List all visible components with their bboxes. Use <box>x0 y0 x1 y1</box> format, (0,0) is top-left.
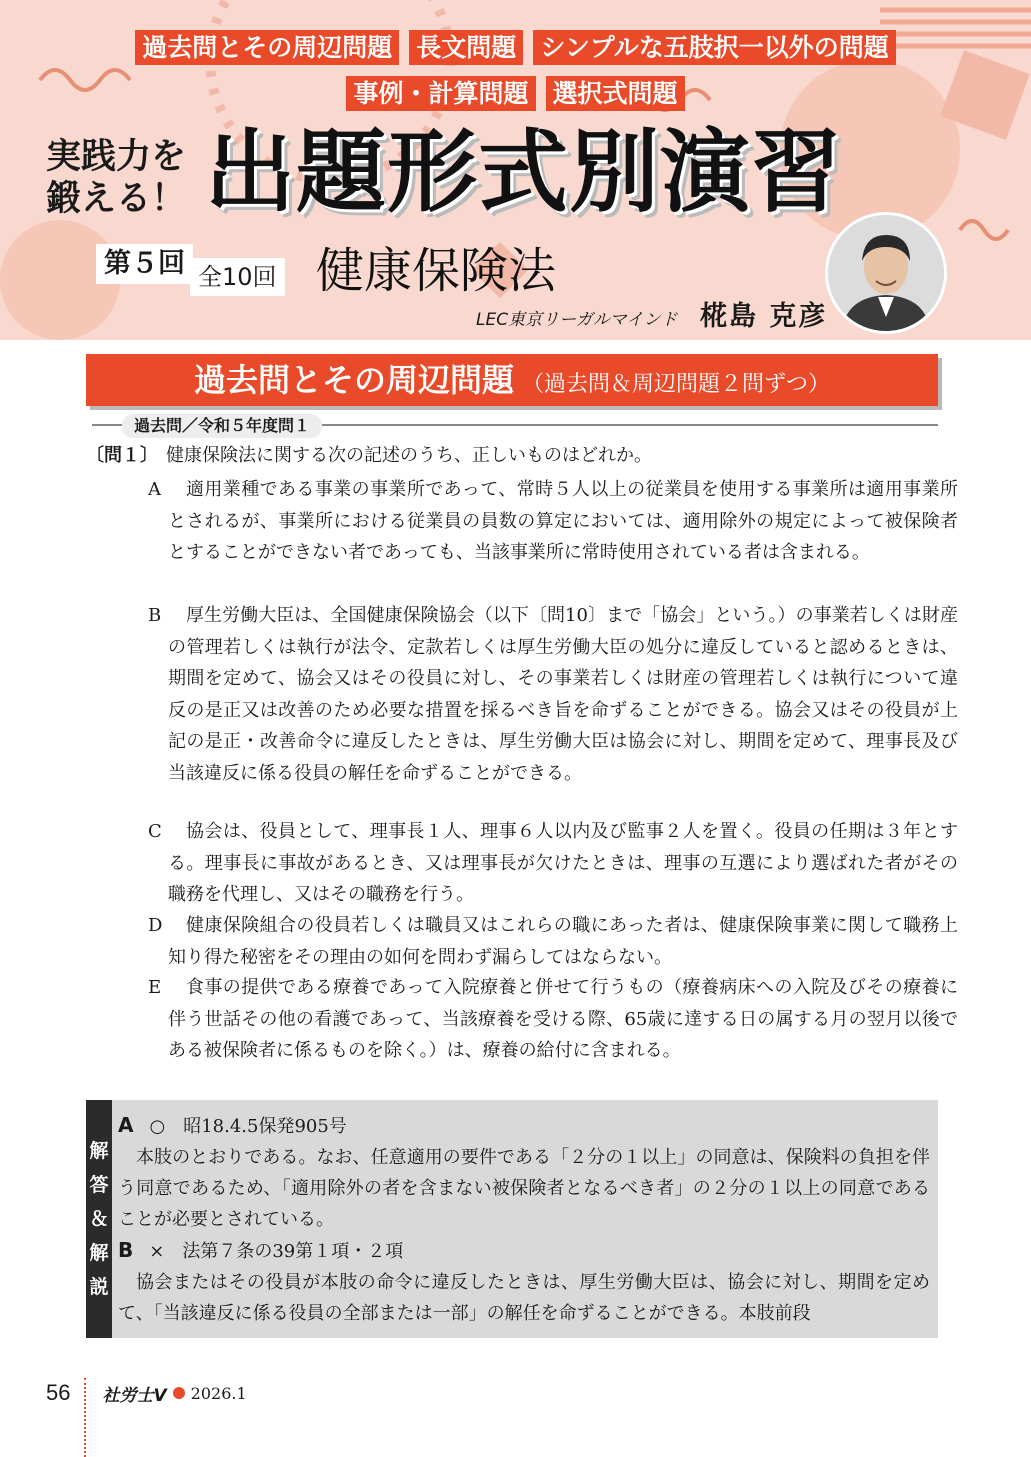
kicker-text: 実践力を 鍛える！ <box>46 137 187 219</box>
magazine-logo: 社労士V <box>102 1385 167 1406</box>
answer-ref: 昭18.4.5保発905号 <box>183 1116 347 1137</box>
header <box>0 0 1031 340</box>
option-e <box>148 972 958 1067</box>
option-text: 健康保険組合の役員若しくは職員又はこれらの職にあった者は、健康保険事業に関して職務上知り得た秘密をその理由の如何を問わず漏らしてはならない。 <box>168 915 958 968</box>
option-letter: C <box>148 821 162 842</box>
category-tag: シンプルな五肢択一以外の問題 <box>533 30 895 65</box>
author-portrait <box>825 212 947 334</box>
answer-text-a: 本肢のとおりである。なお、任意適用の要件である「２分の１以上」の同意は、保険料の負担を伴う同意であるため、「適用除外の者を含まない被保険者となるべき者」の２分の１以上の同意であることが必要とされている。 <box>118 1147 930 1230</box>
bullet-dot-icon <box>173 1387 185 1399</box>
category-tag: 長文問題 <box>409 30 523 65</box>
category-tag: 選択式問題 <box>546 76 685 111</box>
option-letter: A <box>148 479 161 500</box>
option-letter: B <box>148 605 162 626</box>
author-affiliation: LEC東京リーガルマインド <box>476 310 678 330</box>
option-c <box>148 816 958 911</box>
option-text: 食事の提供である療養であって入院療養と併せて行うもの（療養病床への入院及びその療養に伴う世話その他の看護であって、当該療養を受ける際、65歳に達する日の属する月の翌月以後である被保険者に係るものを除く。）は、療養の給付に含まれる。 <box>168 977 958 1061</box>
author-name: 椛島 克彦 <box>700 301 828 332</box>
side-char: 解 <box>89 1140 109 1162</box>
answer-heading-a <box>118 1110 930 1142</box>
option-d <box>148 910 958 973</box>
answer-heading-b <box>118 1235 930 1267</box>
answer-ref: 法第７条の39第１項・２項 <box>182 1241 404 1262</box>
question-source-label: 過去問／令和５年度問１ <box>122 414 322 438</box>
issue-total: 全10回 <box>190 258 285 296</box>
answer-letter: B <box>118 1238 134 1262</box>
side-char: 解 <box>89 1242 109 1264</box>
answer-explanation-box <box>86 1100 938 1338</box>
issue-number: 第５回 <box>96 244 193 284</box>
side-char: 答 <box>89 1174 109 1196</box>
footer <box>46 1380 247 1406</box>
subject-title: 健康保険法 <box>316 243 557 299</box>
option-text: 厚生労働大臣は、全国健康保険協会（以下〔問10〕まで「協会」という。）の事業若しくは財産の管理若しくは執行が法令、定款若しくは厚生労働大臣の処分に違反していると認めるときは、期間を定めて、協会又はその役員に対し、その事業若しくは財産の管理若しくは執行について違反の是正又は改善のため必要な措置を採るべき旨を命ずることができる。協会又はその役員が上記の是正・改善命令に違反したときは、厚生労働大臣は協会に対し、期間を定めて、理事長及び当該違反に係る役員の解任を命ずることができる。 <box>168 605 958 784</box>
page-title: 出題形式別演習 <box>205 120 842 225</box>
option-letter: E <box>148 977 162 998</box>
issue-date: 2026.1 <box>190 1383 247 1403</box>
answer-side-label <box>86 1100 112 1338</box>
option-letter: D <box>148 915 163 936</box>
category-tags-row-1 <box>0 30 1031 65</box>
answer-mark: × <box>149 1241 165 1262</box>
answer-mark: ○ <box>149 1116 166 1137</box>
question-stem <box>86 440 652 472</box>
option-a <box>148 474 958 569</box>
option-text: 適用業種である事業の事業所であって、常時５人以上の従業員を使用する事業所は適用事業所とされるが、事業所における従業員の員数の算定においては、適用除外の規定によって被保険者とすることができない者であっても、当該事業所に常時使用されている者は含まれる。 <box>168 479 958 563</box>
option-b <box>148 600 958 789</box>
section-title: 過去問とその周辺問題 <box>193 361 514 399</box>
section-banner <box>86 354 938 406</box>
category-tags-row-2 <box>0 76 1031 111</box>
question-text: 健康保険法に関する次の記述のうち、正しいものはどれか。 <box>166 445 652 466</box>
category-tag: 事例・計算問題 <box>346 76 535 111</box>
category-tag: 過去問とその周辺問題 <box>135 30 399 65</box>
option-text: 協会は、役員として、理事長１人、理事６人以内及び監事２人を置く。役員の任期は３年とする。理事長に事故があるとき、又は理事長が欠けたときは、理事の互選により選ばれた者がその職務を代理し、又はその職務を行う。 <box>168 821 958 905</box>
page-number: 56 <box>46 1380 71 1405</box>
answer-letter: A <box>118 1113 134 1137</box>
answer-body <box>118 1110 930 1329</box>
side-char: ＆ <box>89 1208 109 1230</box>
question-number: 〔問１〕 <box>86 445 158 466</box>
section-subtitle: （過去問＆周辺問題２問ずつ） <box>522 372 831 397</box>
side-char: 説 <box>89 1276 109 1298</box>
answer-text-b: 協会またはその役員が本肢の命令に違反したときは、厚生労働大臣は、協会に対し、期間を定めて、「当該違反に係る役員の全部または一部」の解任を命ずることができる。本肢前段 <box>118 1272 930 1324</box>
person-icon <box>828 215 944 331</box>
